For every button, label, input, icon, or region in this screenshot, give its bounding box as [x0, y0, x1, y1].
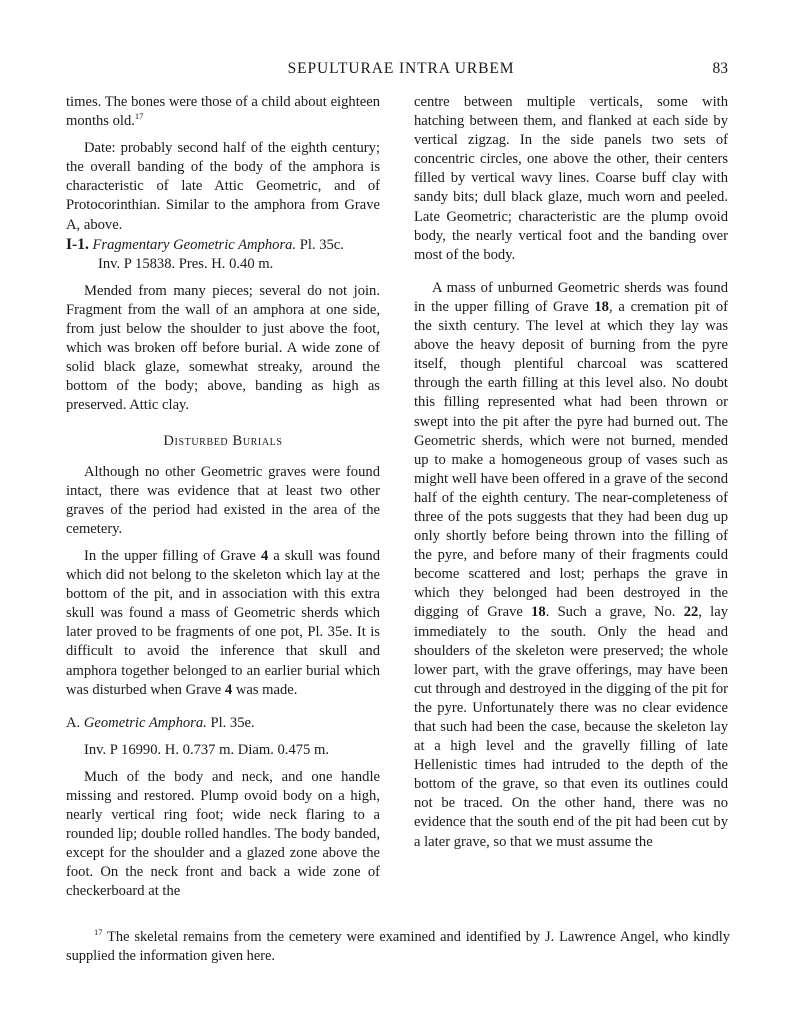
catalog-entry-inventory: Inv. P 15838. Pres. H. 0.40 m. [98, 255, 274, 272]
paragraph: centre between multiple verticals, some with hatching between them, and flanked at each side by vertical zigzag. In the side panels two sets of concentric circles, one above the other, their centers filled by vertical wavy lines. Coarse buff clay with sandy bits; dull black glaze, much worn and peeled. Late Geometric; characteristic are the plump ovoid body, the nearly vertical foot and the banding over most of the body. [414, 94, 728, 263]
page-number: 83 [712, 60, 728, 77]
page-header [66, 60, 736, 82]
paragraph: Date: probably second half of the eighth century; the overall banding of the body of the amphora is characteristic of late Attic Geometric, and of Protocorinthian. Similar to the amphora from Grave A, above. [66, 140, 380, 233]
footnote: $^{17}$ The skeletal remains from the cemetery were examined and identified by J. Lawrence Angel, who kindly supplied the information given here. [66, 927, 730, 964]
paragraph: A mass of unburned Geometric sherds was found in the upper filling of Grave 18, a cremation pit of the sixth century. The level at which they lay was above the heavy deposit of burning from the pyre itself, though plentiful charcoal was scattered through the earth filling at this level also. No doubt this filling represented what had been thrown or swept into the pit after the pyre had burned out. The Geometric sherds, which were not burned, mended up to make a homogeneous group of vases such as might well have been offered in a grave of the second half of the eighth century. The near-completeness of three of the pots suggests that they had been dug up only shortly before being thrown into the filling of the pyre, and before many of their fragments could become scattered and lost; perhaps the grave in which they belonged had been destroyed in the digging of Grave 18. Such a grave, No. 22, lay immediately to the south. Only the head and shoulders of the skeleton were preserved; the whole lower part, with the grave offerings, may have been cut through and destroyed in the digging of the pit for the pyre. Unfortunately there was no clear evidence that such had been the case, because the skeleton lay at a high level and the gravelly filling of late Hellenistic times had intruded to the depth of the bottom of the grave, so that even its outlines could not be traced. On the other hand, there was no evidence that the south end of the pit had been cut by a later grave, so that we must assume the [414, 279, 728, 850]
left-column [66, 93, 380, 902]
paragraph: Mended from many pieces; several do not join. Fragment from the wall of an amphora at one side, from just below the shoulder to just above the foot, which was broken off before burial. A wide zone of solid black glaze, somewhat streaky, around the bottom of the body; above, banding as high as preserved. Attic clay. [66, 282, 380, 414]
paragraph: times. The bones were those of a child about eighteen months old.$^{17}$ [66, 94, 380, 130]
catalog-entry-title: A. Geometric Amphora. Pl. 35e. [66, 714, 255, 731]
paragraph: In the upper filling of Grave 4 a skull was found which did not belong to the skeleton which lay at the bottom of the pit, and in association with this extra skull was found a mass of Geometric sherds which later proved to be fragments of one pot, Pl. 35e. It is difficult to avoid the inference that skull and amphora together belonged to an earlier burial which was disturbed when Grave 4 was made. [66, 547, 380, 698]
paragraph: Much of the body and neck, and one handle missing and restored. Plump ovoid body on a high, nearly vertical ring foot; wide neck flaring to a rounded lip; double rolled handles. The body banded, except for the shoulder and a glazed zone above the foot. On the neck front and back a wide zone of checkerboard at the [66, 768, 380, 900]
footnote-number: 17 [94, 927, 103, 937]
footnote-ref[interactable]: 17 [134, 111, 144, 122]
right-column [414, 93, 728, 852]
paragraph: Although no other Geometric graves were found intact, there was evidence that at least two other graves of the period had existed in the area of the cemetery. [66, 463, 380, 537]
catalog-entry-title: I-1. Fragmentary Geometric Amphora. Pl. 35c. [66, 235, 344, 253]
catalog-entry-inventory: Inv. P 16990. H. 0.737 m. Diam. 0.475 m. [84, 741, 329, 758]
running-title: SEPULTURAE INTRA URBEM [287, 60, 515, 77]
section-heading: Disturbed Burials [163, 432, 283, 449]
